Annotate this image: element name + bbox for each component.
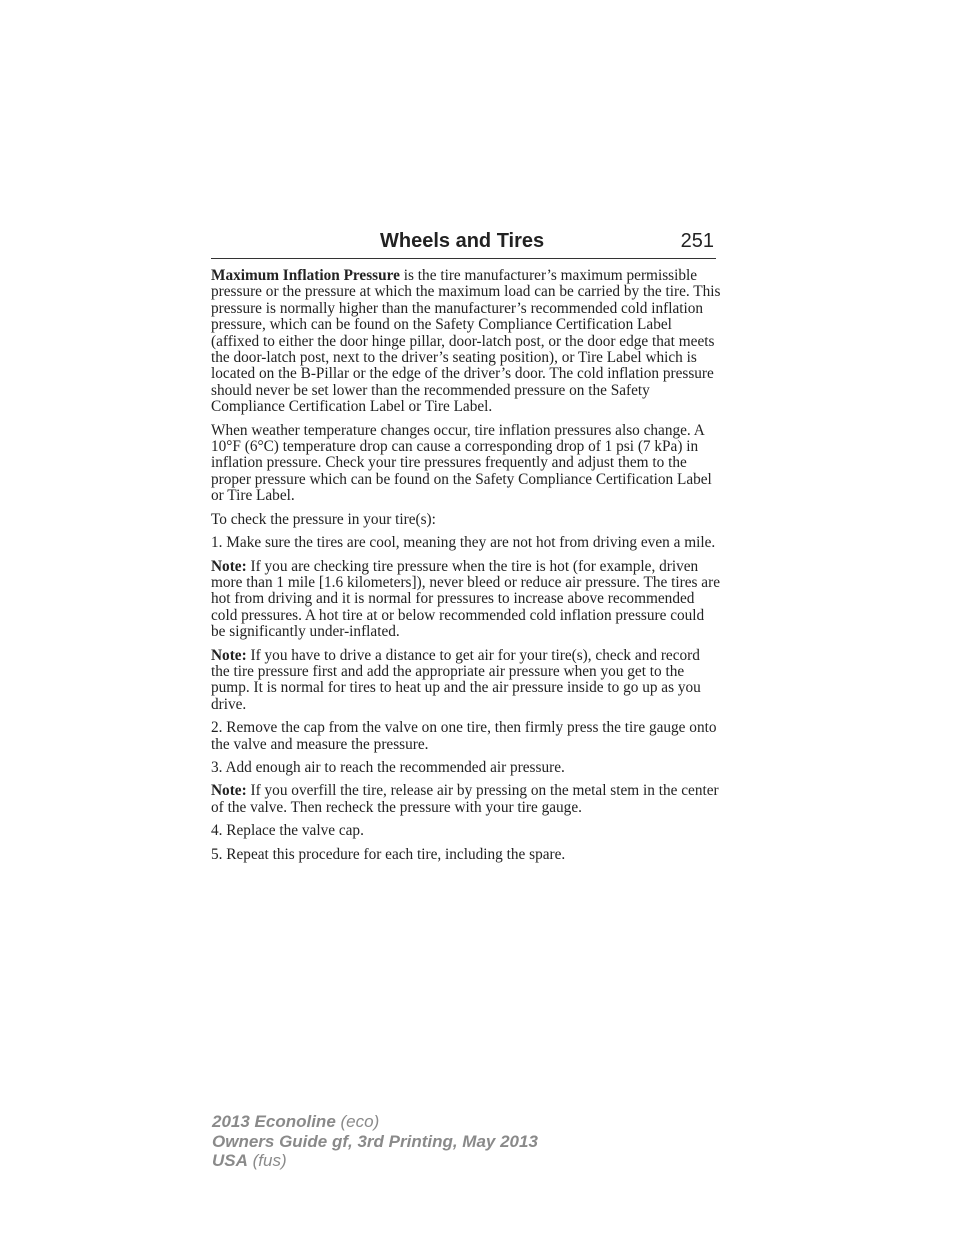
note-text: If you are checking tire pressure when the tire is hot (for example, driven more than 1 mile [1.6 kilometers]), never bleed or reduce air pressure. The tires are hot from driving and it is normal for pressures to increase above recommended cold pressures. A hot tire at or below recommended cold inflation pressure could be significantly under-inflated.: [211, 557, 720, 641]
note-label: Note:: [211, 646, 247, 664]
note-1: [211, 559, 721, 641]
step-1: 1. Make sure the tires are cool, meaning they are not hot from driving even a mile.: [211, 534, 716, 552]
note-label: Note:: [211, 557, 247, 575]
footer-market-code: (fus): [247, 1151, 287, 1170]
footer-line-model: [212, 1112, 538, 1132]
note-text: If you overfill the tire, release air by pressing on the metal stem in the center of the valve. Then recheck the pressure with your tire gauge.: [211, 782, 719, 816]
paragraph-temperature: When weather temperature changes occur, tire inflation pressures also change. A 10°F (6°C) temperature drop can cause a corresponding drop of 1 psi (7 kPa) in inflation pressure. Check your tire pressures frequently and adjust them to the proper pressure which can be found on the Safety Compliance Certification Label or Tire Label.: [211, 421, 712, 505]
footer-guide-edition: Owners Guide gf, 3rd Printing, May 2013: [212, 1131, 538, 1151]
paragraph-intro: To check the pressure in your tire(s):: [211, 510, 436, 528]
footer-market: USA: [212, 1151, 248, 1170]
paragraph-max-inflation: [211, 268, 721, 416]
page-number: 251: [680, 230, 714, 252]
step-2: 2. Remove the cap from the valve on one tire, then firmly press the tire gauge onto the valve and measure the pressure.: [211, 719, 717, 753]
paragraph-text: is the tire manufacturer’s maximum permissible pressure or the pressure at which the maximum load can be carried by the tire. This pressure is normally higher than the manufacturer’s recommended cold inflation pressure, which can be found on the Safety Compliance Certification Label (affixed to either the door hinge pillar, door-latch post, or the door edge that meets the door-latch post, next to the driver’s seating position), or Tire Label which is located on the B-Pillar or the edge of the driver’s door. The cold inflation pressure should never be set lower than the recommended pressure on the Safety Compliance Certification Label or Tire Label.: [211, 267, 721, 416]
page-body: [211, 268, 721, 870]
page-footer: [212, 1112, 538, 1171]
footer-model: 2013 Econoline: [212, 1112, 336, 1131]
note-2: [211, 648, 721, 714]
footer-line-market: [212, 1151, 538, 1171]
note-3: [211, 783, 721, 816]
note-text: If you have to drive a distance to get air for your tire(s), check and record the tire pressure first and add the appropriate air pressure when you get to the pump. It is normal for tires to heat up and the air pressure inside to go up as you drive.: [211, 646, 701, 713]
note-label: Note:: [211, 782, 247, 800]
section-title: Wheels and Tires: [380, 230, 545, 252]
term-label: Maximum Inflation Pressure: [211, 267, 400, 284]
step-4: 4. Replace the valve cap.: [211, 822, 364, 840]
page-header: [211, 228, 716, 259]
step-3: 3. Add enough air to reach the recommended air pressure.: [211, 758, 565, 776]
footer-model-code: (eco): [335, 1112, 380, 1131]
step-5: 5. Repeat this procedure for each tire, including the spare.: [211, 845, 566, 863]
